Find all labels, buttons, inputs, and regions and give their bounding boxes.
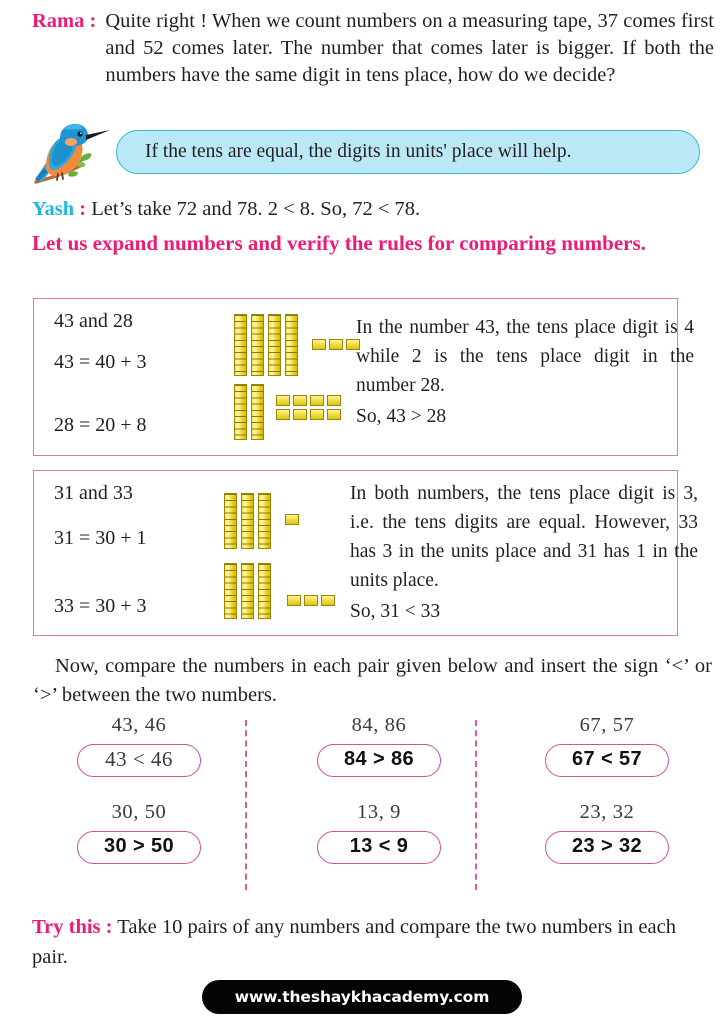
unit-cube: [276, 409, 290, 420]
unit-cube: [287, 595, 301, 606]
dialogue-text-yash: Let’s take 72 and 78. 2 < 8. So, 72 < 78.: [91, 198, 421, 220]
ten-rod: [241, 563, 254, 619]
speaker-colon-yash: :: [74, 198, 92, 220]
unit-cube: [312, 339, 326, 350]
base-ten-blocks-33: [224, 563, 338, 619]
speaker-label-rama: Rama :: [32, 10, 97, 32]
unit-cube: [327, 395, 341, 406]
try-this-text: Take 10 pairs of any numbers and compare the two numbers in each pair.: [32, 916, 676, 968]
unit-cubes-33: [287, 595, 338, 609]
ten-rod: [251, 314, 264, 376]
ten-rod: [268, 314, 281, 376]
example-1-equations: [50, 299, 220, 437]
base-ten-blocks-28: [234, 384, 344, 440]
example-box-43-28: [33, 298, 694, 456]
unit-cube-row: [276, 395, 344, 409]
unit-cube: [321, 595, 335, 606]
answer-pill[interactable]: 43 < 46: [77, 744, 201, 777]
speech-bubble: [116, 130, 700, 174]
exercise-instruction: Now, compare the numbers in each pair given below and insert the sign ‘<’ or ‘>’ between the two numbers.: [33, 655, 712, 706]
try-this-label: Try this :: [32, 916, 113, 938]
dialogue-rama: [32, 8, 714, 89]
ten-rod: [224, 563, 237, 619]
unit-cube: [327, 409, 341, 420]
ten-rod: [241, 493, 254, 549]
example-2-explanation: In both numbers, the tens place digit is 3, i.e. the tens digits are equal. However, 33 has 3 in the units place and 31 has 1 in the units place.: [350, 483, 698, 591]
example-1-title: 43 and 28: [54, 310, 133, 332]
ten-rod: [224, 493, 237, 549]
number-pair-label: 43, 46: [111, 714, 167, 736]
kingfisher-bird-illustration: [24, 116, 110, 192]
unit-cube: [293, 395, 307, 406]
ten-rod: [285, 314, 298, 376]
ten-rod: [258, 563, 271, 619]
base-ten-blocks-31: [224, 493, 302, 549]
answer-pill[interactable]: 23 > 32: [545, 831, 669, 864]
number-pair-label: 13, 9: [357, 801, 401, 823]
example-1-explanation: In the number 43, the tens place digit is 4 while 2 is the tens place digit in the number 28.: [356, 317, 694, 396]
ten-rod: [258, 493, 271, 549]
ten-rod: [234, 314, 247, 376]
example-1-equation-2: 28 = 20 + 8: [54, 414, 147, 436]
exercise-column-1: [33, 714, 245, 864]
unit-cube-row: [285, 514, 302, 528]
unit-cube-row: [287, 595, 338, 609]
unit-cube: [329, 339, 343, 350]
tens-rods-43: [234, 314, 302, 376]
example-2-equations: [50, 471, 220, 618]
unit-cube: [293, 409, 307, 420]
dialogue-yash: [32, 196, 692, 222]
example-1-explanation-block: [356, 313, 694, 431]
exercise-grid: [33, 714, 712, 894]
section-heading-expand-numbers: Let us expand numbers and verify the rules for comparing numbers.: [32, 231, 646, 255]
ten-rod: [234, 384, 247, 440]
tens-rods-28: [234, 384, 268, 440]
example-1-conclusion: So, 43 > 28: [356, 406, 447, 427]
dialogue-text-rama: Quite right ! When we count numbers on a measuring tape, 37 comes first and 52 comes later. The number that comes later is bigger. If both the numbers have the same digit in tens place, how do we decide?: [105, 10, 714, 86]
unit-cube: [285, 514, 299, 525]
speech-bubble-text: If the tens are equal, the digits in units' place will help.: [145, 141, 572, 162]
unit-cube: [304, 595, 318, 606]
example-2-title: 31 and 33: [54, 482, 133, 504]
answer-pill[interactable]: 30 > 50: [77, 831, 201, 864]
speaker-label-yash: Yash: [32, 198, 75, 220]
base-ten-blocks-43: [234, 314, 363, 376]
footer-website-badge[interactable]: [202, 980, 522, 1014]
unit-cube: [276, 395, 290, 406]
unit-cube-row: [276, 409, 344, 423]
example-2-explanation-block: [350, 479, 698, 626]
answer-pill[interactable]: 13 < 9: [317, 831, 441, 864]
exercise-column-2: [273, 714, 485, 864]
answer-pill[interactable]: 84 > 86: [317, 744, 441, 777]
unit-cube: [310, 409, 324, 420]
exercise-column-3: [501, 714, 713, 864]
footer-url-text: www.theshaykhacademy.com: [234, 988, 490, 1006]
answer-pill[interactable]: 67 < 57: [545, 744, 669, 777]
number-pair-label: 30, 50: [111, 801, 167, 823]
example-2-conclusion: So, 31 < 33: [350, 601, 441, 622]
number-pair-label: 67, 57: [579, 714, 635, 736]
column-divider: [245, 720, 247, 890]
ten-rod: [251, 384, 264, 440]
unit-cubes-28: [276, 395, 344, 423]
number-pair-label: 23, 32: [579, 801, 635, 823]
example-1-equation-1: 43 = 40 + 3: [54, 351, 147, 373]
example-2-equation-1: 31 = 30 + 1: [54, 527, 147, 549]
unit-cube: [310, 395, 324, 406]
tens-rods-33: [224, 563, 275, 619]
example-box-31-33: [33, 470, 698, 636]
number-pair-label: 84, 86: [351, 714, 407, 736]
unit-cubes-31: [285, 514, 302, 528]
example-2-equation-2: 33 = 30 + 3: [54, 595, 147, 617]
try-this-section: [32, 912, 692, 972]
tens-rods-31: [224, 493, 275, 549]
